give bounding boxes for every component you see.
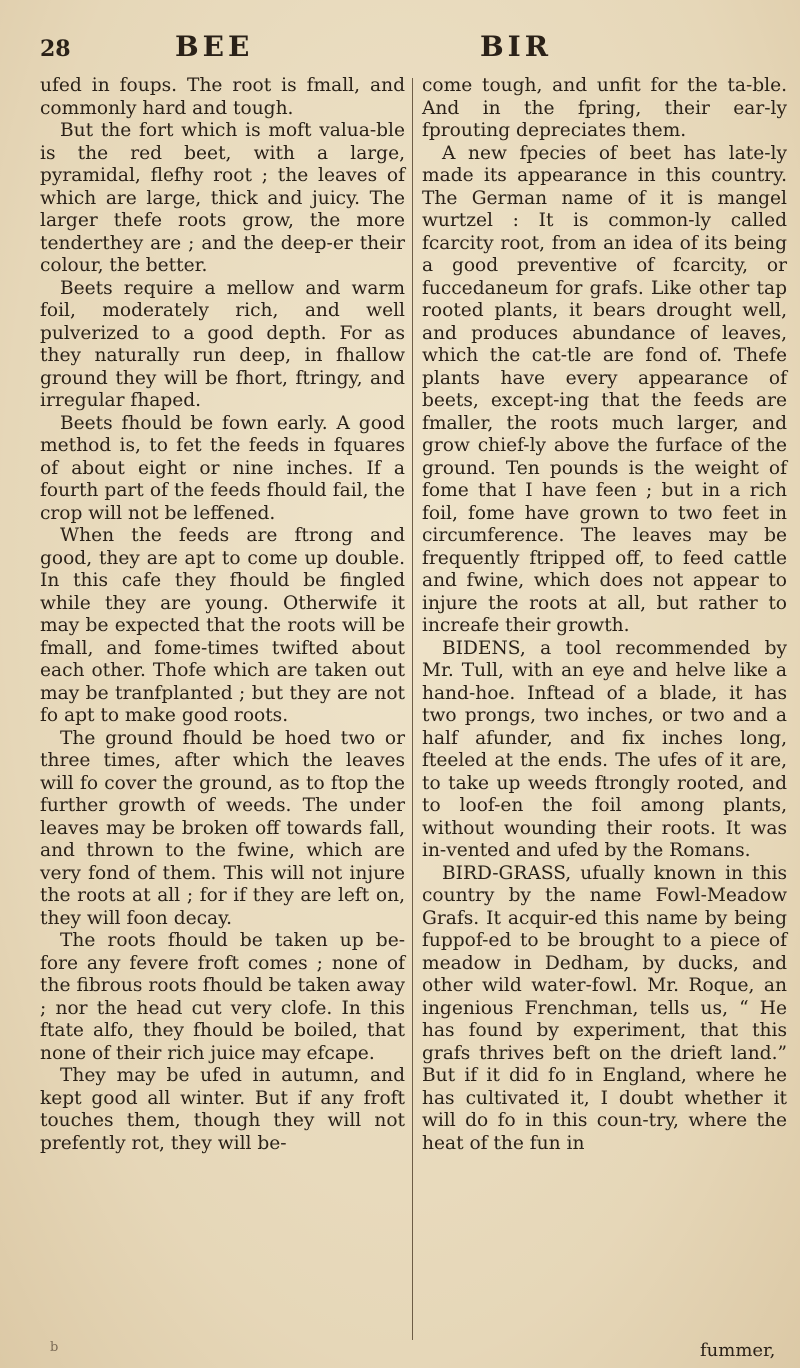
paragraph: Beets require a mellow and warm foil, moderately rich, and well pulverized to a good depth. For as they naturally run deep, in fhallow ground they will be fhort, ftringy, and irregular fhaped. [40, 277, 405, 411]
paragraph: The roots fhould be taken up be-fore any fevere froft comes ; none of the fibrous roots fhould be taken away ; nor the head cut very clofe. In this ftate alfo, they fhould be boiled, that none of their rich juice may efcape. [40, 930, 405, 1064]
running-header [40, 30, 770, 70]
paragraph: ufed in foups. The root is fmall, and commonly hard and tough. [40, 75, 405, 119]
paragraph: When the feeds are ftrong and good, they are apt to come up double. In this cafe they fhould be fingled while they are young. Otherwife it may be expected that the roots will be fmall, and fome-times twifted about each other. Thofe which are taken out may be tranfplanted ; but they are not fo apt to make good roots. [40, 525, 405, 726]
paragraph: They may be ufed in autumn, and kept good all winter. But if any froft touches them, though they will not prefently rot, they will be- [40, 1065, 405, 1154]
paragraph: BIRD-GRASS, ufually known in this country by the name Fowl-Meadow Grafs. It acquir-ed this name by being fuppof-ed to be brought to a piece of meadow in Dedham, by ducks, and other wild water-fowl. Mr. Roque, an ingenious Frenchman, tells us, “ He has found by experiment, that this grafs thrives beft on the drieft land.” But if it did fo in England, where he has cultivated it, I doubt whether it will do fo in this coun-try, where the heat of the fun in [422, 862, 787, 1154]
paragraph: come tough, and unfit for the ta-ble. And in the fpring, their ear-ly fprouting depreciates them. [422, 75, 787, 141]
page-number: 28 [40, 36, 71, 62]
paragraph: Beets fhould be fown early. A good method is, to fet the feeds in fquares of about eight or nine inches. If a fourth part of the feeds fhould fail, the crop will not be leffened. [40, 412, 405, 524]
paragraph: But the fort which is moft valua-ble is the red beet, with a large, pyramidal, flefhy root ; the leaves of which are large, thick and juicy. The larger thefe roots grow, the more tenderthey are ; and the deep-er their colour, the better. [40, 120, 405, 276]
column-divider [412, 78, 413, 1340]
left-running-head: BEE [175, 30, 254, 63]
paragraph: A new fpecies of beet has late-ly made its appearance in this country. The German name of it is mangel wurtzel : It is common-ly called fcarcity root, from an idea of its being a good preventive of fcarcity, or fuccedaneum for grafs. Like other tap rooted plants, it bears drought well, and produces abundance of leaves, which the cat-tle are fond of. Thefe plants have every appearance of beets, except-ing that the feeds are fmaller, the roots much larger, and grow chief-ly above the furface of the ground. Ten pounds is the weight of fome that I have feen ; but in a rich foil, fome have grown to two feet in circumference. The leaves may be frequently ftripped off, to feed cattle and fwine, which does not appear to injure the roots at all, but rather to increafe their growth. [422, 142, 787, 636]
catchword: fummer, [700, 1340, 776, 1361]
right-column [422, 75, 787, 1155]
paragraph: The ground fhould be hoed two or three times, after which the leaves will fo cover the ground, as to ftop the further growth of weeds. The under leaves may be broken off towards fall, and thrown to the fwine, which are very fond of them. This will not injure the roots at all ; for if they are left on, they will foon decay. [40, 727, 405, 929]
right-running-head: BIR [480, 30, 553, 63]
paragraph: BIDENS, a tool recommended by Mr. Tull, with an eye and helve like a hand-hoe. Inftead of a blade, it has two prongs, two inches, or two and a half afunder, and fix inches long, fteeled at the ends. The ufes of it are, to take up weeds ftrongly rooted, and to loof-en the foil among plants, without wounding their roots. It was in-vented and ufed by the Romans. [422, 637, 787, 861]
left-column [40, 75, 405, 1155]
signature-mark: b [50, 1340, 59, 1355]
